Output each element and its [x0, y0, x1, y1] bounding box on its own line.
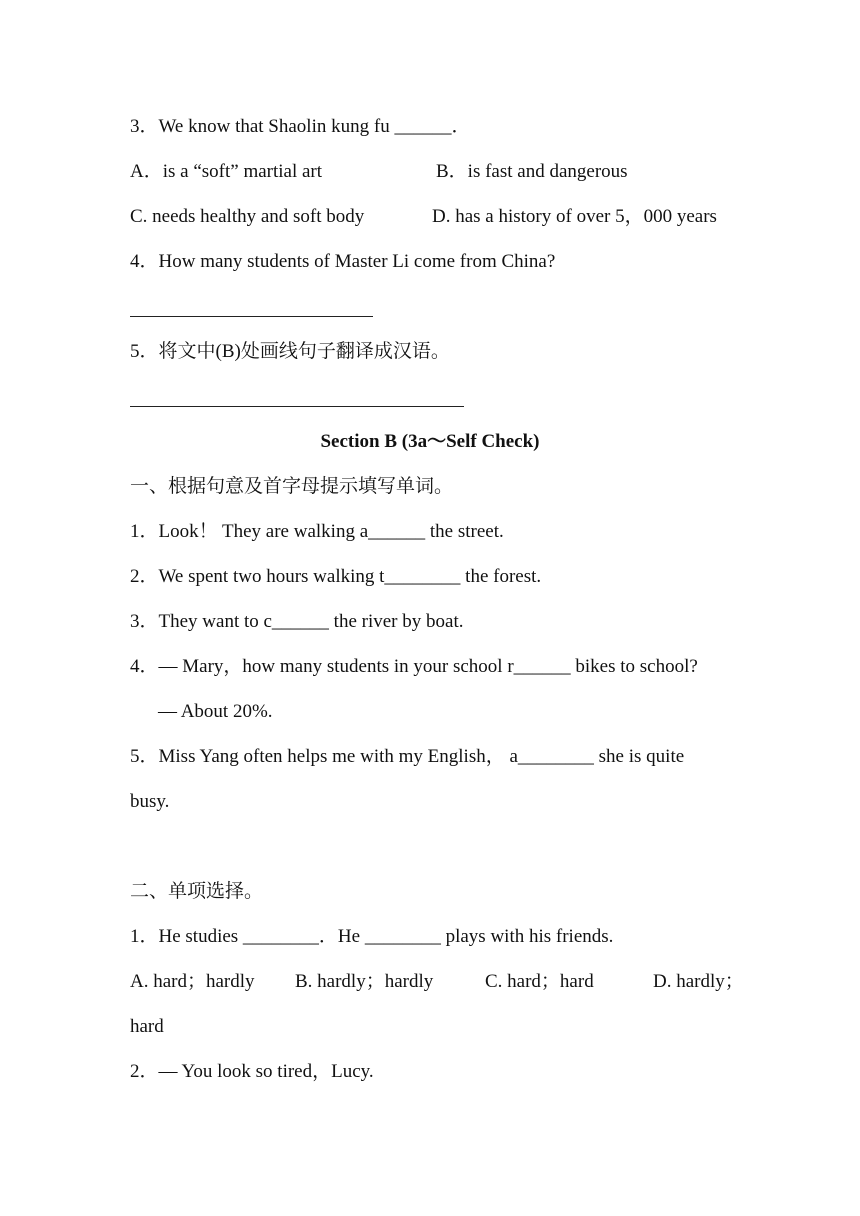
choice-question-2-stem: 2．— You look so tired，Lucy. [130, 1061, 374, 1082]
fill-item-1: 1．Look！ They are walking a______ the street. [130, 521, 504, 542]
fill-item-3: 3．They want to c______ the river by boat. [130, 611, 464, 632]
choice-question-1-option-a: A. hard；hardly [130, 971, 255, 992]
part-one-heading: 一、根据句意及首字母提示填写单词。 [130, 476, 454, 497]
question-5-stem: 5．将文中(B)处画线句子翻译成汉语。 [130, 341, 450, 362]
question-5-answer-line [130, 406, 464, 407]
question-3-option-d: D. has a history of over 5，000 years [432, 206, 717, 227]
fill-item-5: 5．Miss Yang often helps me with my English， a________ she is quite [130, 746, 685, 767]
section-title: Section B (3a～Self Check) [320, 431, 540, 452]
fill-item-2: 2．We spent two hours walking t________ the forest. [130, 566, 542, 587]
question-3-option-a: A．is a “soft” martial art [130, 161, 323, 182]
choice-question-1-option-c: C. hard；hard [485, 971, 594, 992]
choice-question-1-option-d: D. hardly； [653, 971, 744, 992]
choice-question-1-stem: 1．He studies ________．He ________ plays with his friends. [130, 926, 614, 947]
question-4-stem: 4．How many students of Master Li come from China? [130, 251, 556, 272]
fill-item-5-continued: busy. [130, 791, 170, 812]
question-3-option-b: B．is fast and dangerous [436, 161, 628, 182]
choice-question-1-option-d-continued: hard [130, 1016, 164, 1037]
choice-question-1-option-b: B. hardly；hardly [295, 971, 434, 992]
fill-item-4: 4．— Mary，how many students in your school r______ bikes to school? [130, 656, 698, 677]
question-3-stem: 3．We know that Shaolin kung fu ______． [130, 116, 471, 137]
question-4-answer-line [130, 316, 373, 317]
question-3-option-c: C. needs healthy and soft body [130, 206, 365, 227]
part-two-heading: 二、单项选择。 [130, 881, 264, 902]
fill-item-4-reply: — About 20%. [158, 701, 273, 722]
